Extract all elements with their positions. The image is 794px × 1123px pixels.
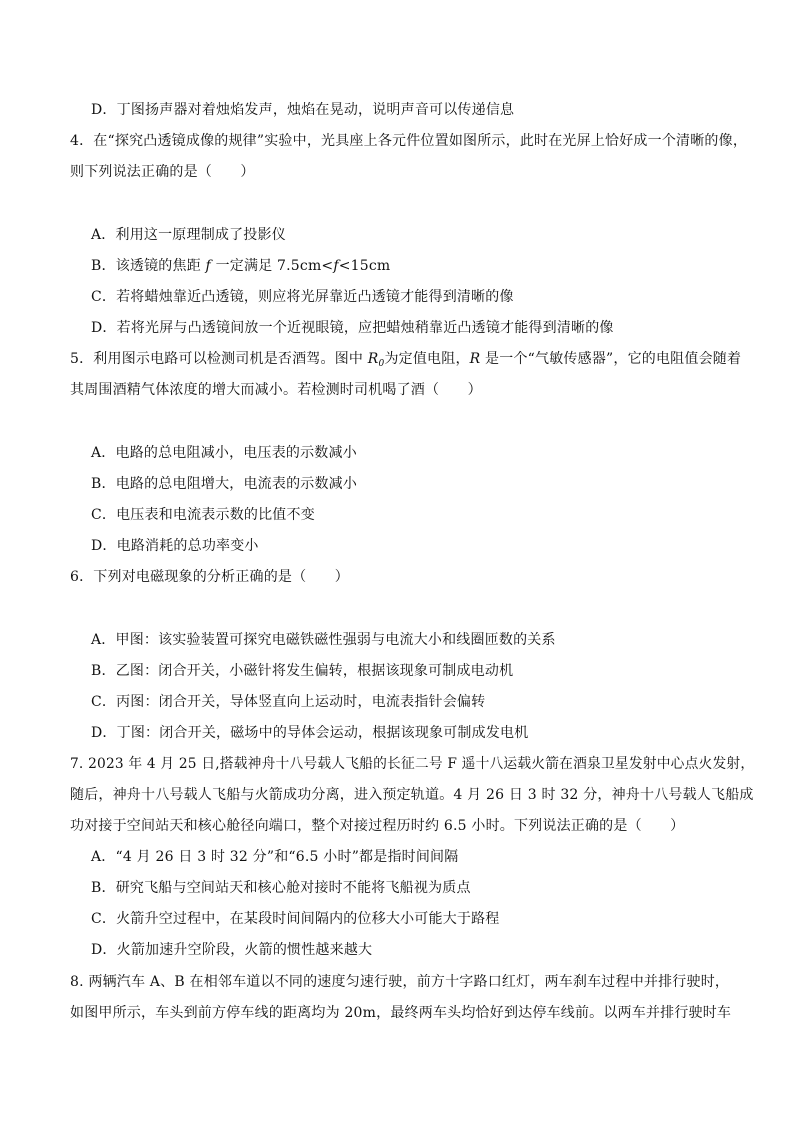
q6-option-d: D．丁图：闭合开关，磁场中的导体会运动，根据该现象可制成发电机 [91,725,529,741]
q4-option-b [91,257,390,275]
q7-option-d: D．火箭加速升空阶段，火箭的惯性越来越大 [91,942,373,958]
q5-option-b: B．电路的总电阻增大，电流表的示数减小 [91,476,358,492]
q7-option-b: B．研究飞船与空间站天和核心舱对接时不能将飞船视为质点 [91,880,471,896]
q4-option-c: C．若将蜡烛靠近凸透镜，则应将光屏靠近凸透镜才能得到清晰的像 [91,289,514,305]
q5-stem-text2: 为定值电阻， [384,351,470,367]
q7-option-c: C．火箭升空过程中，在某段时间间隔内的位移大小可能大于路程 [91,911,500,927]
q6-option-a: A．甲图：该实验装置可探究电磁铁磁性强弱与电流大小和线圈匝数的关系 [91,632,556,648]
q5-stem-line1 [70,350,741,373]
q5-stem-text1: 5．利用图示电路可以检测司机是否酒驾。图中 [70,351,368,367]
q4-option-b-f1: f [205,258,211,274]
q4-option-a: A．利用这一原理制成了投影仪 [91,227,286,243]
q7-stem-line1: 7. 2023 年 4 月 25 日,搭载神舟十八号载人飞船的长征二号 F 遥十八运载火箭在酒泉卫星发射中心点火发射， [70,756,755,772]
q6-option-b: B．乙图：闭合开关，小磁针将发生偏转，根据该现象可制成电动机 [91,663,514,679]
q4-option-d: D．若将光屏与凸透镜间放一个近视眼镜，应把蜡烛稍靠近凸透镜才能得到清晰的像 [91,320,614,336]
q7-stem-line2: 随后，神舟十八号载人飞船与火箭成功分离，进入预定轨道。4 月 26 日 3 时 32 分，神舟十八号载人飞船成 [70,787,754,803]
q4-option-b-f2: f [333,258,339,274]
q5-option-c: C．电压表和电流表示数的比值不变 [91,507,315,523]
q4-option-b-text3: <15cm [338,258,391,274]
q5-stem-text3: 是一个“气敏传感器”，它的电阻值会随着 [480,351,742,367]
q5-r0-symbol: R [367,351,379,367]
q7-stem-line3: 功对接于空间站天和核心舱径向端口，整个对接过程历时约 6.5 小时。下列说法正确的是（ ） [70,818,685,834]
q5-r0-subscript: 0 [378,359,385,369]
q5-stem-line2: 其周围酒精气体浓度的增大而减小。若检测时司机喝了酒（ ） [70,382,482,398]
q4-option-b-text2: 一定满足 7.5cm< [210,258,334,274]
q6-option-c: C．丙图：闭合开关，导体竖直向上运动时，电流表指针会偏转 [91,694,486,710]
q7-option-a: A．“4 月 26 日 3 时 32 分”和“6.5 小时”都是指时间间隔 [91,849,459,865]
q5-option-d: D．电路消耗的总功率变小 [91,538,259,554]
q5-r-symbol: R [469,351,481,367]
q4-option-b-text1: B．该透镜的焦距 [91,258,206,274]
q8-stem-line1: 8. 两辆汽车 A、B 在相邻车道以不同的速度匀速行驶，前方十字路口红灯，两车刹车过程中并排行驶时， [70,974,730,990]
q3-option-d: D．丁图扬声器对着烛焰发声，烛焰在晃动，说明声音可以传递信息 [91,102,515,118]
q4-stem-line2: 则下列说法正确的是（ ） [70,164,255,180]
q8-stem-line2: 如图甲所示，车头到前方停车线的距离均为 20m，最终两车头均恰好到达停车线前。以两车并排行驶时车 [70,1005,732,1021]
q6-stem: 6．下列对电磁现象的分析正确的是（ ） [70,569,349,585]
q4-stem-line1: 4．在“探究凸透镜成像的规律”实验中，光具座上各元件位置如图所示，此时在光屏上恰好成一个清晰的像， [70,133,748,149]
q5-option-a: A．电路的总电阻减小，电压表的示数减小 [91,445,357,461]
